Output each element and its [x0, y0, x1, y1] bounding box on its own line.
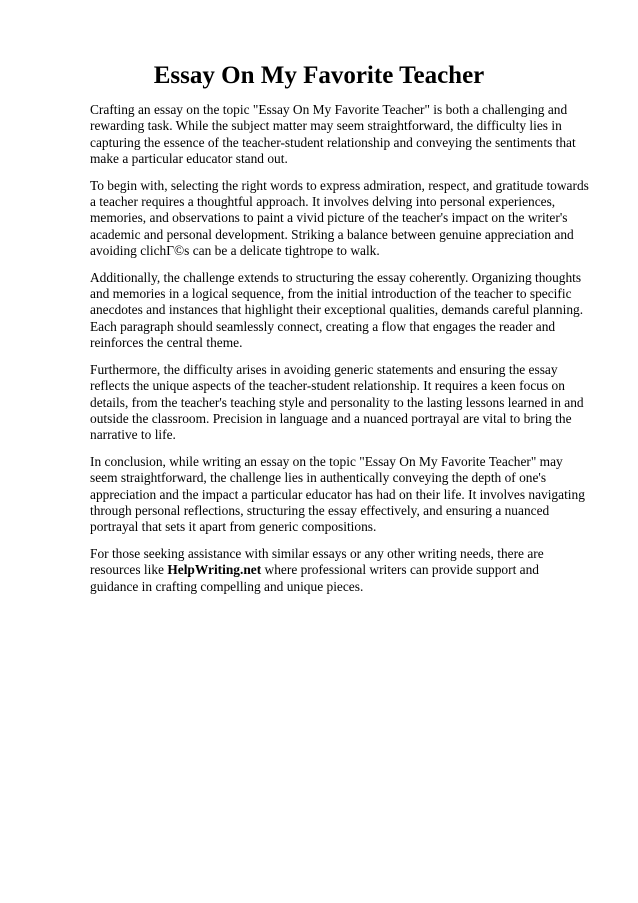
closing-text-before-link: For those seeking assistance with similar essays or any other writing needs, there are resources like [90, 545, 544, 578]
helpwriting-link[interactable]: HelpWriting.net [167, 562, 262, 578]
paragraph-closing [90, 546, 590, 595]
document-body [90, 102, 590, 605]
paragraph-word-choice: To begin with, selecting the right words to express admiration, respect, and gratitude towards a teacher requires a thoughtful approach. It involves delving into personal experiences, memories, and observations to paint a vivid picture of the teacher's impact on the writer's academic and personal development. Striking a balance between genuine appreciation and avoiding clichΓ©s can be a delicate tightrope to walk. [90, 177, 589, 259]
document-title: Essay On My Favorite Teacher [153, 62, 485, 89]
paragraph-specifics: Furthermore, the difficulty arises in avoiding generic statements and ensuring the essay reflects the unique aspects of the teacher-student relationship. It requires a keen focus on details, from the teacher's teaching style and personality to the lasting lessons learned in and outside the classroom. Precision in language and a nuanced portrayal are vital to bring the narrative to life. [90, 361, 584, 443]
paragraph-conclusion: In conclusion, while writing an essay on the topic "Essay On My Favorite Teacher" may seem straightforward, the challenge lies in authentically conveying the depth of one's appreciation and the impact a particular educator has had on their life. It involves navigating through personal reflections, structuring the essay effectively, and ensuring a nuanced portrayal that sets it apart from generic compositions. [90, 453, 585, 535]
paragraph-structure: Additionally, the challenge extends to structuring the essay coherently. Organizing thoughts and memories in a logical sequence, from the initial introduction of the teacher to specific anecdotes and instances that highlight their exceptional qualities, demands careful planning. Each paragraph should seamlessly connect, creating a flow that engages the reader and reinforces the central theme. [90, 269, 584, 351]
paragraph-intro: Crafting an essay on the topic "Essay On My Favorite Teacher" is both a challenging and rewarding task. While the subject matter may seem straightforward, the difficulty lies in capturing the essence of the teacher-student relationship and conveying the sentiments that make a particular educator stand out. [90, 102, 576, 167]
closing-text-after-link: where professional writers can provide support and guidance in crafting compelling and unique pieces. [90, 562, 539, 594]
